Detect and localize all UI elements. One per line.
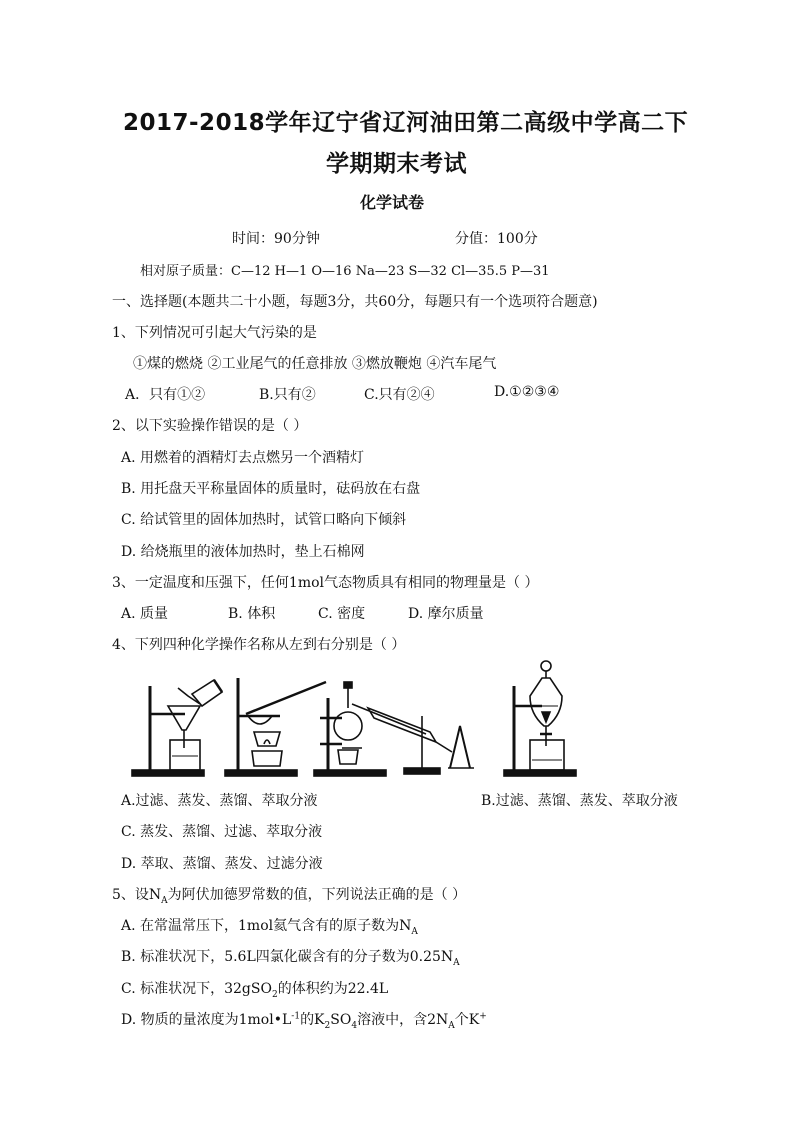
question-1-option-c: C.只有②④ [364,387,435,403]
question-4-option-c: C. 蒸发、蒸馏、过滤、萃取分液 [121,824,323,840]
question-3-option-a: A. 质量 [121,606,169,622]
question-1-stem: 1、下列情况可引起大气污染的是 [112,325,317,341]
section-heading: 一、选择题(本题共二十小题，每题3分，共60分，每题只有一个选项符合题意) [112,294,598,310]
question-5-stem: 5、设$N_A$为阿伏加德罗常数的值，下列说法正确的是（ ） [112,887,467,906]
lab-apparatus-figure [130,656,590,778]
subject-title: 化学试卷 [360,193,425,212]
question-2-stem: 2、以下实验操作错误的是（ ） [112,418,308,434]
question-3-option-c: C. 密度 [318,606,366,622]
question-5-option-d: D. 物质的量浓度为$1mol•L^{-1}$的$K_2SO_4$溶液中，含$2N_A$个K+ [121,1011,487,1031]
question-4-stem: 4、下列四种化学操作名称从左到右分别是（ ） [112,637,406,653]
question-5-option-a: A. 在常温常压下，1mol氦气含有的原子数为$N_A$ [121,918,418,937]
filtration-apparatus [132,680,222,776]
question-1-option-a: A．只有①② [125,387,206,403]
exam-score: 分值：100分 [455,231,538,247]
page-title-line2: 学期期末考试 [326,151,467,177]
question-2-option-a: A. 用燃着的酒精灯去点燃另一个酒精灯 [121,450,365,466]
question-5-option-b: B. 标准状况下，5.6L四氯化碳含有的分子数为$0.25N_A$ [121,949,460,968]
question-1-option-b: B.只有② [259,387,316,403]
question-2-option-b: B. 用托盘天平称量固体的质量时，砝码放在右盘 [121,481,421,497]
question-4-option-b: B.过滤、蒸馏、蒸发、萃取分液 [481,793,678,809]
evaporation-apparatus [225,678,326,776]
question-3-option-b: B. 体积 [228,606,276,622]
question-5-option-c: C. 标准状况下，32gSO$_2$的体积约为22.4L [121,981,389,1000]
question-3-stem: 3、一定温度和压强下，任何1mol气态物质具有相同的物理量是（ ） [112,575,539,591]
question-2-option-d: D. 给烧瓶里的液体加热时，垫上石棉网 [121,544,365,560]
question-4-option-d: D. 萃取、蒸馏、蒸发、过滤分液 [121,856,323,872]
question-3-option-d: D. 摩尔质量 [408,606,484,622]
question-1-option-d: D.①②③④ [494,384,560,400]
separatory-funnel-apparatus [504,661,576,776]
page-title: 2017-2018学年辽宁省辽河油田第二高级中学高二下 [123,110,689,136]
question-1-items: ①煤的燃烧 ②工业尾气的任意排放 ③燃放鞭炮 ④汽车尾气 [133,356,497,372]
distillation-apparatus [314,682,474,776]
question-2-option-c: C. 给试管里的固体加热时，试管口略向下倾斜 [121,512,407,528]
exam-time: 时间：90分钟 [232,231,320,247]
question-4-option-a: A.过滤、蒸发、蒸馏、萃取分液 [121,793,318,809]
atomic-masses: 相对原子质量：C—12 H—1 O—16 Na—23 S—32 Cl—35.5 P—31 [140,264,550,279]
